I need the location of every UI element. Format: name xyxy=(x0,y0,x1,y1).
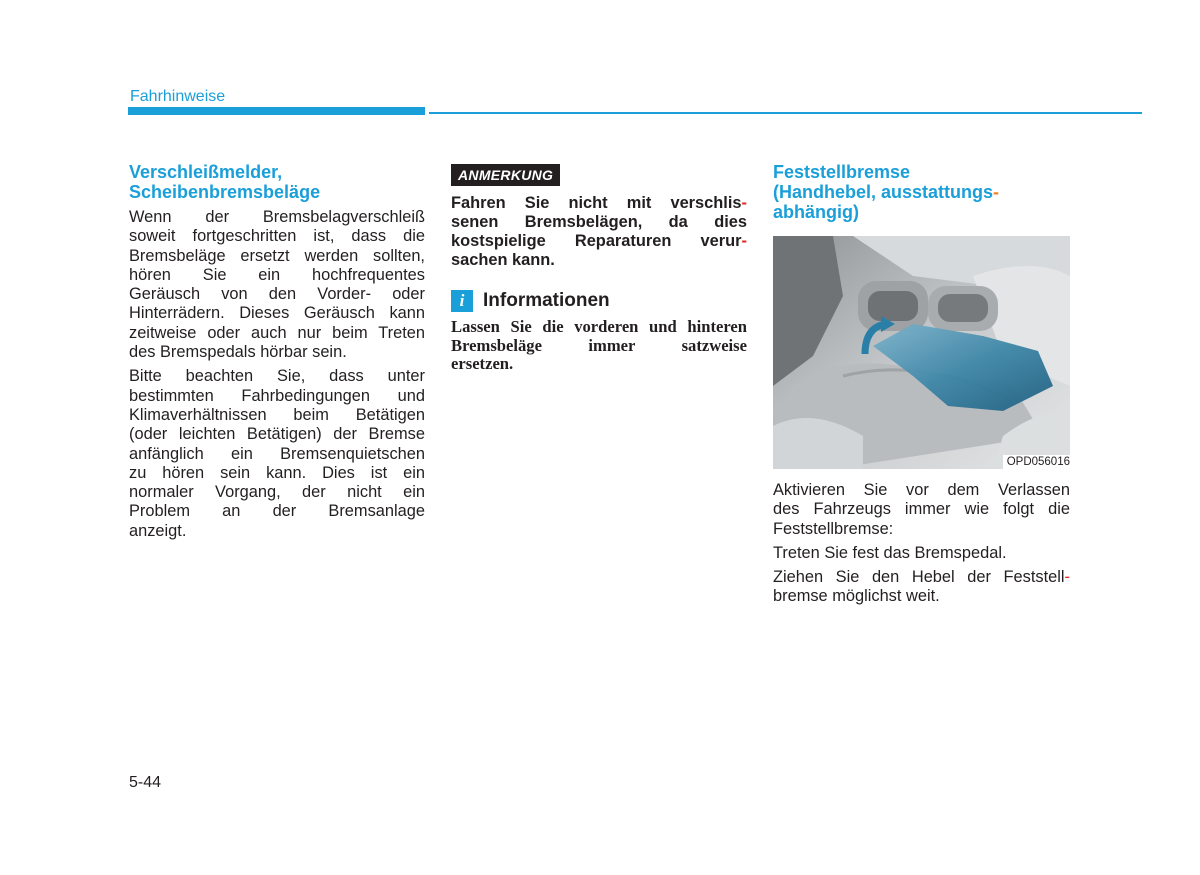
column-parking-brake xyxy=(773,162,1070,612)
image-reference-code: OPD056016 xyxy=(1003,455,1070,469)
parking-brake-paragraph-1 xyxy=(773,481,1070,539)
text-line: soweit fortgeschritten ist, dass die xyxy=(129,227,425,246)
text-line: zeitweise oder auch nur beim Treten xyxy=(129,323,425,342)
text-line: Lassen Sie die vorderen und hinteren xyxy=(451,317,747,336)
parking-brake-heading xyxy=(773,162,1070,222)
text-line: Fahren Sie nicht mit verschlis xyxy=(451,194,742,212)
note-text xyxy=(451,194,747,270)
hyphen-mark: - xyxy=(741,232,747,250)
heading-line: Verschleißmelder, xyxy=(129,162,283,182)
text-line: bestimmten Fahrbedingungen und xyxy=(129,386,425,405)
text-line: ersetzen. xyxy=(451,354,514,373)
text-line: anzeigt. xyxy=(129,521,187,540)
heading-line: Scheibenbremsbeläge xyxy=(129,182,321,202)
information-title: Informationen xyxy=(483,290,610,311)
heading-text: (Handhebel, ausstattungs xyxy=(773,182,994,202)
information-header xyxy=(451,290,747,312)
text-line: normaler Vorgang, der nicht ein xyxy=(129,483,425,502)
text-line: hören Sie ein hochfrequentes xyxy=(129,265,425,284)
text-line: (oder leichten Betätigen) der Bremse xyxy=(129,425,425,444)
text-line: Aktivieren Sie vor dem Verlassen xyxy=(773,481,1070,499)
brake-wear-paragraph-2 xyxy=(129,367,425,541)
heading-line: Feststellbremse xyxy=(773,162,911,182)
console-illustration xyxy=(773,236,1070,469)
parking-brake-lever-image xyxy=(773,236,1070,469)
heading-line: abhängig) xyxy=(773,202,859,222)
header-rule-thin xyxy=(429,112,1142,114)
text-line: bremse möglichst weit. xyxy=(773,587,940,606)
note-label-badge: ANMERKUNG xyxy=(451,164,560,186)
hyphen-mark: - xyxy=(993,182,1000,202)
text-line: Hinterrädern. Dieses Geräusch kann xyxy=(129,304,425,323)
text-line: Geräusch von den Vorder- oder xyxy=(129,285,425,304)
text-line: anfänglich ein Bremsenquietschen xyxy=(129,444,425,463)
brake-wear-paragraph-1 xyxy=(129,208,425,362)
column-brake-wear xyxy=(129,162,425,546)
text-line: kostspielige Reparaturen verur xyxy=(451,232,742,250)
text-line: Problem an der Bremsanlage xyxy=(129,502,425,521)
text-line: des Fahrzeugs immer wie folgt die xyxy=(773,500,1070,519)
text-line: Bremsbeläge ersetzt werden sollten, xyxy=(129,246,425,265)
column-notes xyxy=(451,164,747,374)
header-rule-thick xyxy=(128,107,425,115)
text-line: sachen kann. xyxy=(451,251,555,269)
text-line: Wenn der Bremsbelagverschleiß xyxy=(129,208,425,226)
text-line: Feststellbremse: xyxy=(773,519,894,538)
text-line: Klimaverhältnissen beim Betätigen xyxy=(129,405,425,424)
text-line: Ziehen Sie den Hebel der Feststell xyxy=(773,568,1065,587)
parking-brake-paragraph-2: Treten Sie fest das Bremspedal. xyxy=(773,543,1007,562)
heading-line xyxy=(773,182,1070,202)
text-line: zu hören sein kann. Dies ist ein xyxy=(129,463,425,482)
hyphen-mark: - xyxy=(1064,568,1070,587)
text-line: Bremsbeläge immer satzweise xyxy=(451,335,747,355)
page-number: 5-44 xyxy=(129,774,162,791)
information-text xyxy=(451,318,747,374)
section-header-label: Fahrhinweise xyxy=(130,88,226,105)
text-line: Bitte beachten Sie, dass unter xyxy=(129,367,425,386)
brake-wear-heading xyxy=(129,162,425,202)
hyphen-mark: - xyxy=(741,194,747,212)
parking-brake-paragraph-3 xyxy=(773,568,1070,607)
text-line: des Bremspedals hörbar sein. xyxy=(129,343,347,362)
text-line: senen Bremsbelägen, da dies xyxy=(451,213,747,231)
info-icon: i xyxy=(451,290,473,312)
